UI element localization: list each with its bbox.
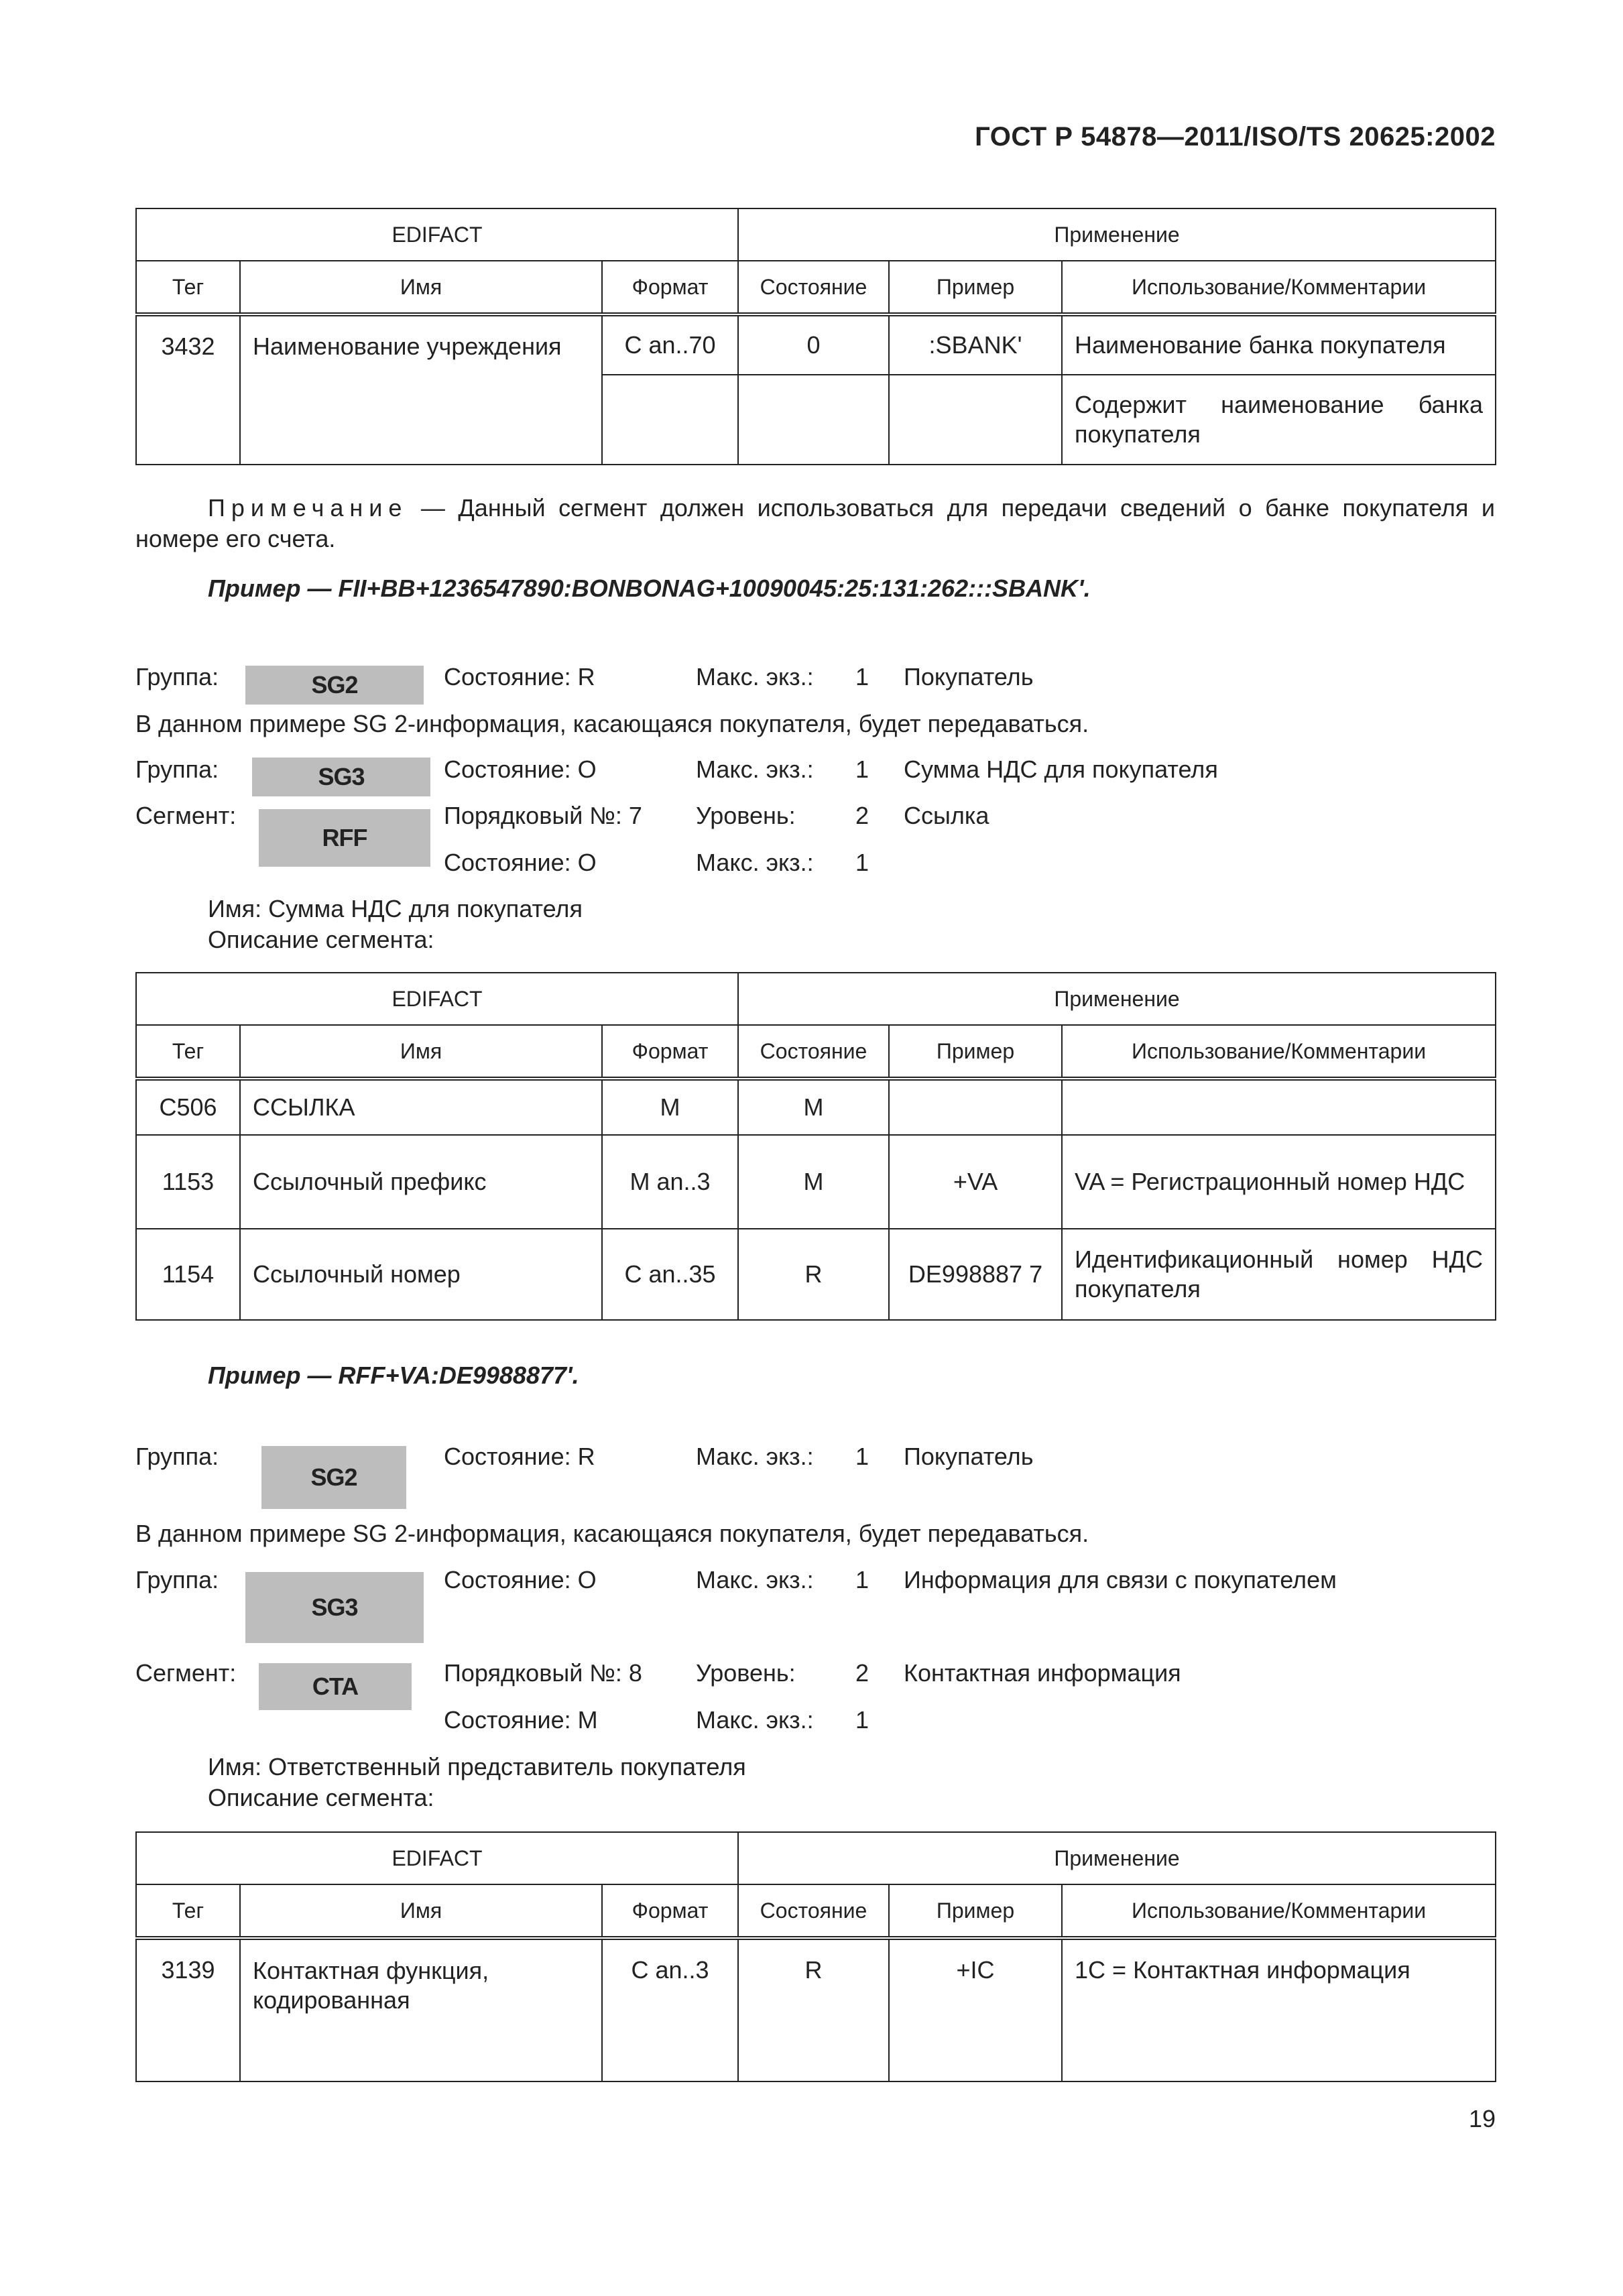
segment-box-rff: RFF [259,809,430,867]
segment-desc: Контактная информация [904,1659,1181,1687]
segment-name: Имя: Ответственный представитель покупателя [208,1753,746,1780]
max-value: 1 [855,663,869,690]
max-value: 1 [855,849,869,876]
cell-status: M [738,1079,889,1135]
max-label: Макс. экз.: [696,1443,814,1470]
group-status: Состояние: R [444,663,595,690]
note-text: — Данный сегмент должен использоваться для передачи сведений о банке покупателя и номере его счета. [135,494,1495,552]
level-label: Уровень: [696,1659,796,1687]
group-desc: Сумма НДС для покупателя [904,756,1218,783]
segment-box-cta: CTA [259,1663,412,1710]
col-format: Формат [602,1884,738,1938]
col-status: Состояние [738,1025,889,1079]
segment-table-2 [135,972,1496,1321]
segment-status: Состояние: M [444,1706,598,1734]
segment-label: Сегмент: [135,1659,237,1687]
cell-name: Ссылочный префикс [240,1135,602,1229]
table-row [136,1229,1496,1320]
block-sentence: В данном примере SG 2-информация, касающаяся покупателя, будет передаваться. [135,710,1089,737]
segment-description-label: Описание сегмента: [208,926,434,953]
segment-name: Имя: Сумма НДС для покупателя [208,895,583,922]
cell-example: :SBANK' [889,314,1062,375]
segment-table-1 [135,208,1496,465]
group-label: Группа: [135,1443,219,1470]
group-status: Состояние: O [444,1566,597,1593]
segment-box-sg2: SG2 [245,666,424,705]
cell-example: +IC [889,1938,1062,2081]
col-example: Пример [889,1025,1062,1079]
segment-label: Сегмент: [135,802,237,829]
col-tag: Тег [136,1884,240,1938]
col-format: Формат [602,261,738,314]
max-label: Макс. экз.: [696,849,814,876]
note-paragraph [135,493,1495,554]
table-row [136,314,1496,375]
col-comments: Использование/Комментарии [1062,261,1496,314]
application-header: Применение [738,208,1496,261]
page-number: 19 [1468,2105,1496,2132]
cell-comment: Идентификационный номер НДС покупателя [1062,1229,1496,1320]
col-name: Имя [240,261,602,314]
cell-format: C an..70 [602,314,738,375]
application-header: Применение [738,1832,1496,1884]
level-value: 2 [855,802,869,829]
max-label: Макс. экз.: [696,1706,814,1734]
col-example: Пример [889,261,1062,314]
group-desc: Покупатель [904,663,1034,690]
group-status: Состояние: O [444,756,597,783]
col-status: Состояние [738,1884,889,1938]
cell-status: M [738,1135,889,1229]
cell-comment: 1C = Контактная информация [1062,1938,1496,2081]
edifact-header: EDIFACT [136,1832,738,1884]
max-label: Макс. экз.: [696,663,814,690]
table-row [136,1135,1496,1229]
cell-comment: Содержит наименование банка покупателя [1062,375,1496,465]
cell-tag: 3139 [136,1938,240,2081]
col-name: Имя [240,1884,602,1938]
col-tag: Тег [136,261,240,314]
cell-format: C an..3 [602,1938,738,2081]
max-value: 1 [855,1566,869,1593]
group-label: Группа: [135,756,219,783]
cell-example: DE998887 7 [889,1229,1062,1320]
segment-box-sg3: SG3 [245,1572,424,1643]
cell-name: Контактная функция, кодированная [240,1938,602,2081]
segment-box-sg2: SG2 [261,1446,406,1509]
max-label: Макс. экз.: [696,1566,814,1593]
cell-name: Наименование учреждения [240,314,602,465]
cell-comment [1062,1079,1496,1135]
group-desc: Информация для связи с покупателем [904,1566,1337,1593]
cell-example [889,1079,1062,1135]
cell-status: R [738,1938,889,2081]
max-value: 1 [855,1443,869,1470]
document-header: ГОСТ Р 54878—2011/ISO/TS 20625:2002 [975,122,1496,152]
application-header: Применение [738,973,1496,1025]
col-format: Формат [602,1025,738,1079]
cell-status: 0 [738,314,889,375]
level-value: 2 [855,1659,869,1687]
group-status: Состояние: R [444,1443,595,1470]
group-label: Группа: [135,1566,219,1593]
example-2: Пример — RFF+VA:DE9988877'. [208,1362,579,1389]
cell-tag: C506 [136,1079,240,1135]
segment-box-sg3: SG3 [252,758,430,796]
cell-tag: 3432 [136,314,240,465]
edifact-header: EDIFACT [136,208,738,261]
group-label: Группа: [135,663,219,690]
col-comments: Использование/Комментарии [1062,1025,1496,1079]
note-label: Примечание [208,494,408,522]
cell-example: +VA [889,1135,1062,1229]
col-example: Пример [889,1884,1062,1938]
cell-status: R [738,1229,889,1320]
col-status: Состояние [738,261,889,314]
table-row [136,1938,1496,2081]
segment-status: Состояние: O [444,849,597,876]
cell-comment: Наименование банка покупателя [1062,314,1496,375]
cell-tag: 1154 [136,1229,240,1320]
cell-format [602,375,738,465]
cell-format: M an..3 [602,1135,738,1229]
cell-example [889,375,1062,465]
edifact-header: EDIFACT [136,973,738,1025]
col-comments: Использование/Комментарии [1062,1884,1496,1938]
example-1: Пример — FII+BB+1236547890:BONBONAG+10090045:25:131:262:::SBANK'. [208,575,1091,602]
col-name: Имя [240,1025,602,1079]
segment-order: Порядковый №: 7 [444,802,642,829]
cell-format: M [602,1079,738,1135]
block-sentence: В данном примере SG 2-информация, касающаяся покупателя, будет передаваться. [135,1520,1089,1547]
cell-tag: 1153 [136,1135,240,1229]
col-tag: Тег [136,1025,240,1079]
cell-name: ССЫЛКА [240,1079,602,1135]
segment-description-label: Описание сегмента: [208,1784,434,1811]
segment-order: Порядковый №: 8 [444,1659,642,1687]
level-label: Уровень: [696,802,796,829]
cell-status [738,375,889,465]
segment-desc: Ссылка [904,802,989,829]
cell-name: Ссылочный номер [240,1229,602,1320]
cell-comment: VA = Регистрационный номер НДС [1062,1135,1496,1229]
max-value: 1 [855,756,869,783]
segment-table-3 [135,1831,1496,2082]
max-value: 1 [855,1706,869,1734]
table-row [136,1079,1496,1135]
group-desc: Покупатель [904,1443,1034,1470]
max-label: Макс. экз.: [696,756,814,783]
cell-format: C an..35 [602,1229,738,1320]
